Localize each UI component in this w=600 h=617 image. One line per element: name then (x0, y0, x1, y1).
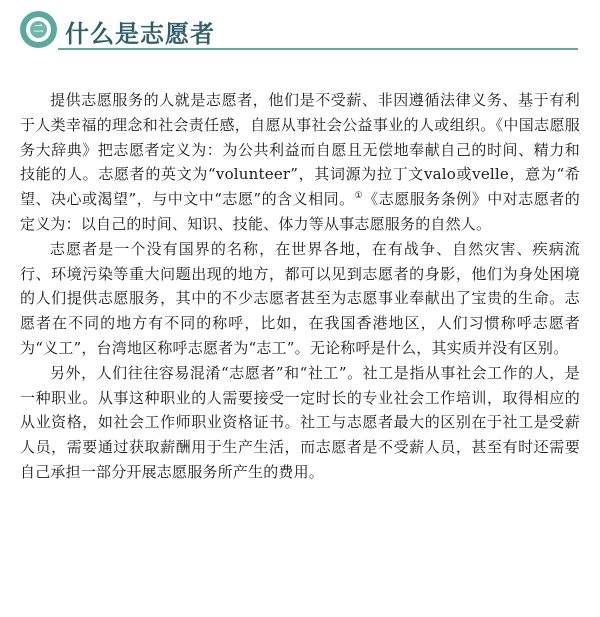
paragraph-definition (20, 88, 580, 237)
header-underline (58, 48, 578, 50)
regulation-definition-text: 《志愿服务条例》中对志愿者的定义为：以自己的时间、知识、技能、体力等从事志愿服务的自然人。 (20, 190, 580, 233)
definition-text: 提供志愿服务的人就是志愿者，他们是不受薪、非因遵循法律义务、基于有利于人类幸福的理念和社会责任感，自愿从事社会公益事业的人或组织。《中国志愿服务大辞典》把志愿者定义为：为公共利益而自愿且无偿地奉献自己的时间、精力和技能的人。志愿者的英文为“volunteer”，其词源为拉丁文valo或velle，意为“希望、决心或渴望”，与中文中“志愿”的含义相同。 (20, 91, 580, 209)
body-text (20, 88, 580, 485)
footnote-marker: ① (354, 191, 364, 202)
section-header (20, 11, 578, 51)
section-number-mark: 二 (30, 21, 47, 38)
section-number-badge-icon (20, 11, 57, 48)
paragraph-social-worker: 另外，人们往往容易混淆“志愿者”和“社工”。社工是指从事社会工作的人，是一种职业。从事这种职业的人需要接受一定时长的专业社会工作培训，取得相应的从业资格，如社会工作师职业资格证书。社工与志愿者最大的区别在于社工是受薪人员，需要通过获取薪酬用于生产生活，而志愿者是不受薪人员，甚至有时还需要自己承担一部分开展志愿服务所产生的费用。 (20, 363, 580, 481)
paragraph-worldwide: 志愿者是一个没有国界的名称，在世界各地，在有战争、自然灾害、疾病流行、环境污染等重大问题出现的地方，都可以见到志愿者的身影，他们为身处困境的人们提供志愿服务，其中的不少志愿者甚至为志愿事业奉献出了宝贵的生命。志愿者在不同的地方有不同的称呼，比如，在我国香港地区，人们习惯称呼志愿者为“义工”，台湾地区称呼志愿者为“志工”。无论称呼是什么，其实质并没有区别。 (20, 239, 580, 357)
section-title: 什么是志愿者 (65, 20, 215, 48)
